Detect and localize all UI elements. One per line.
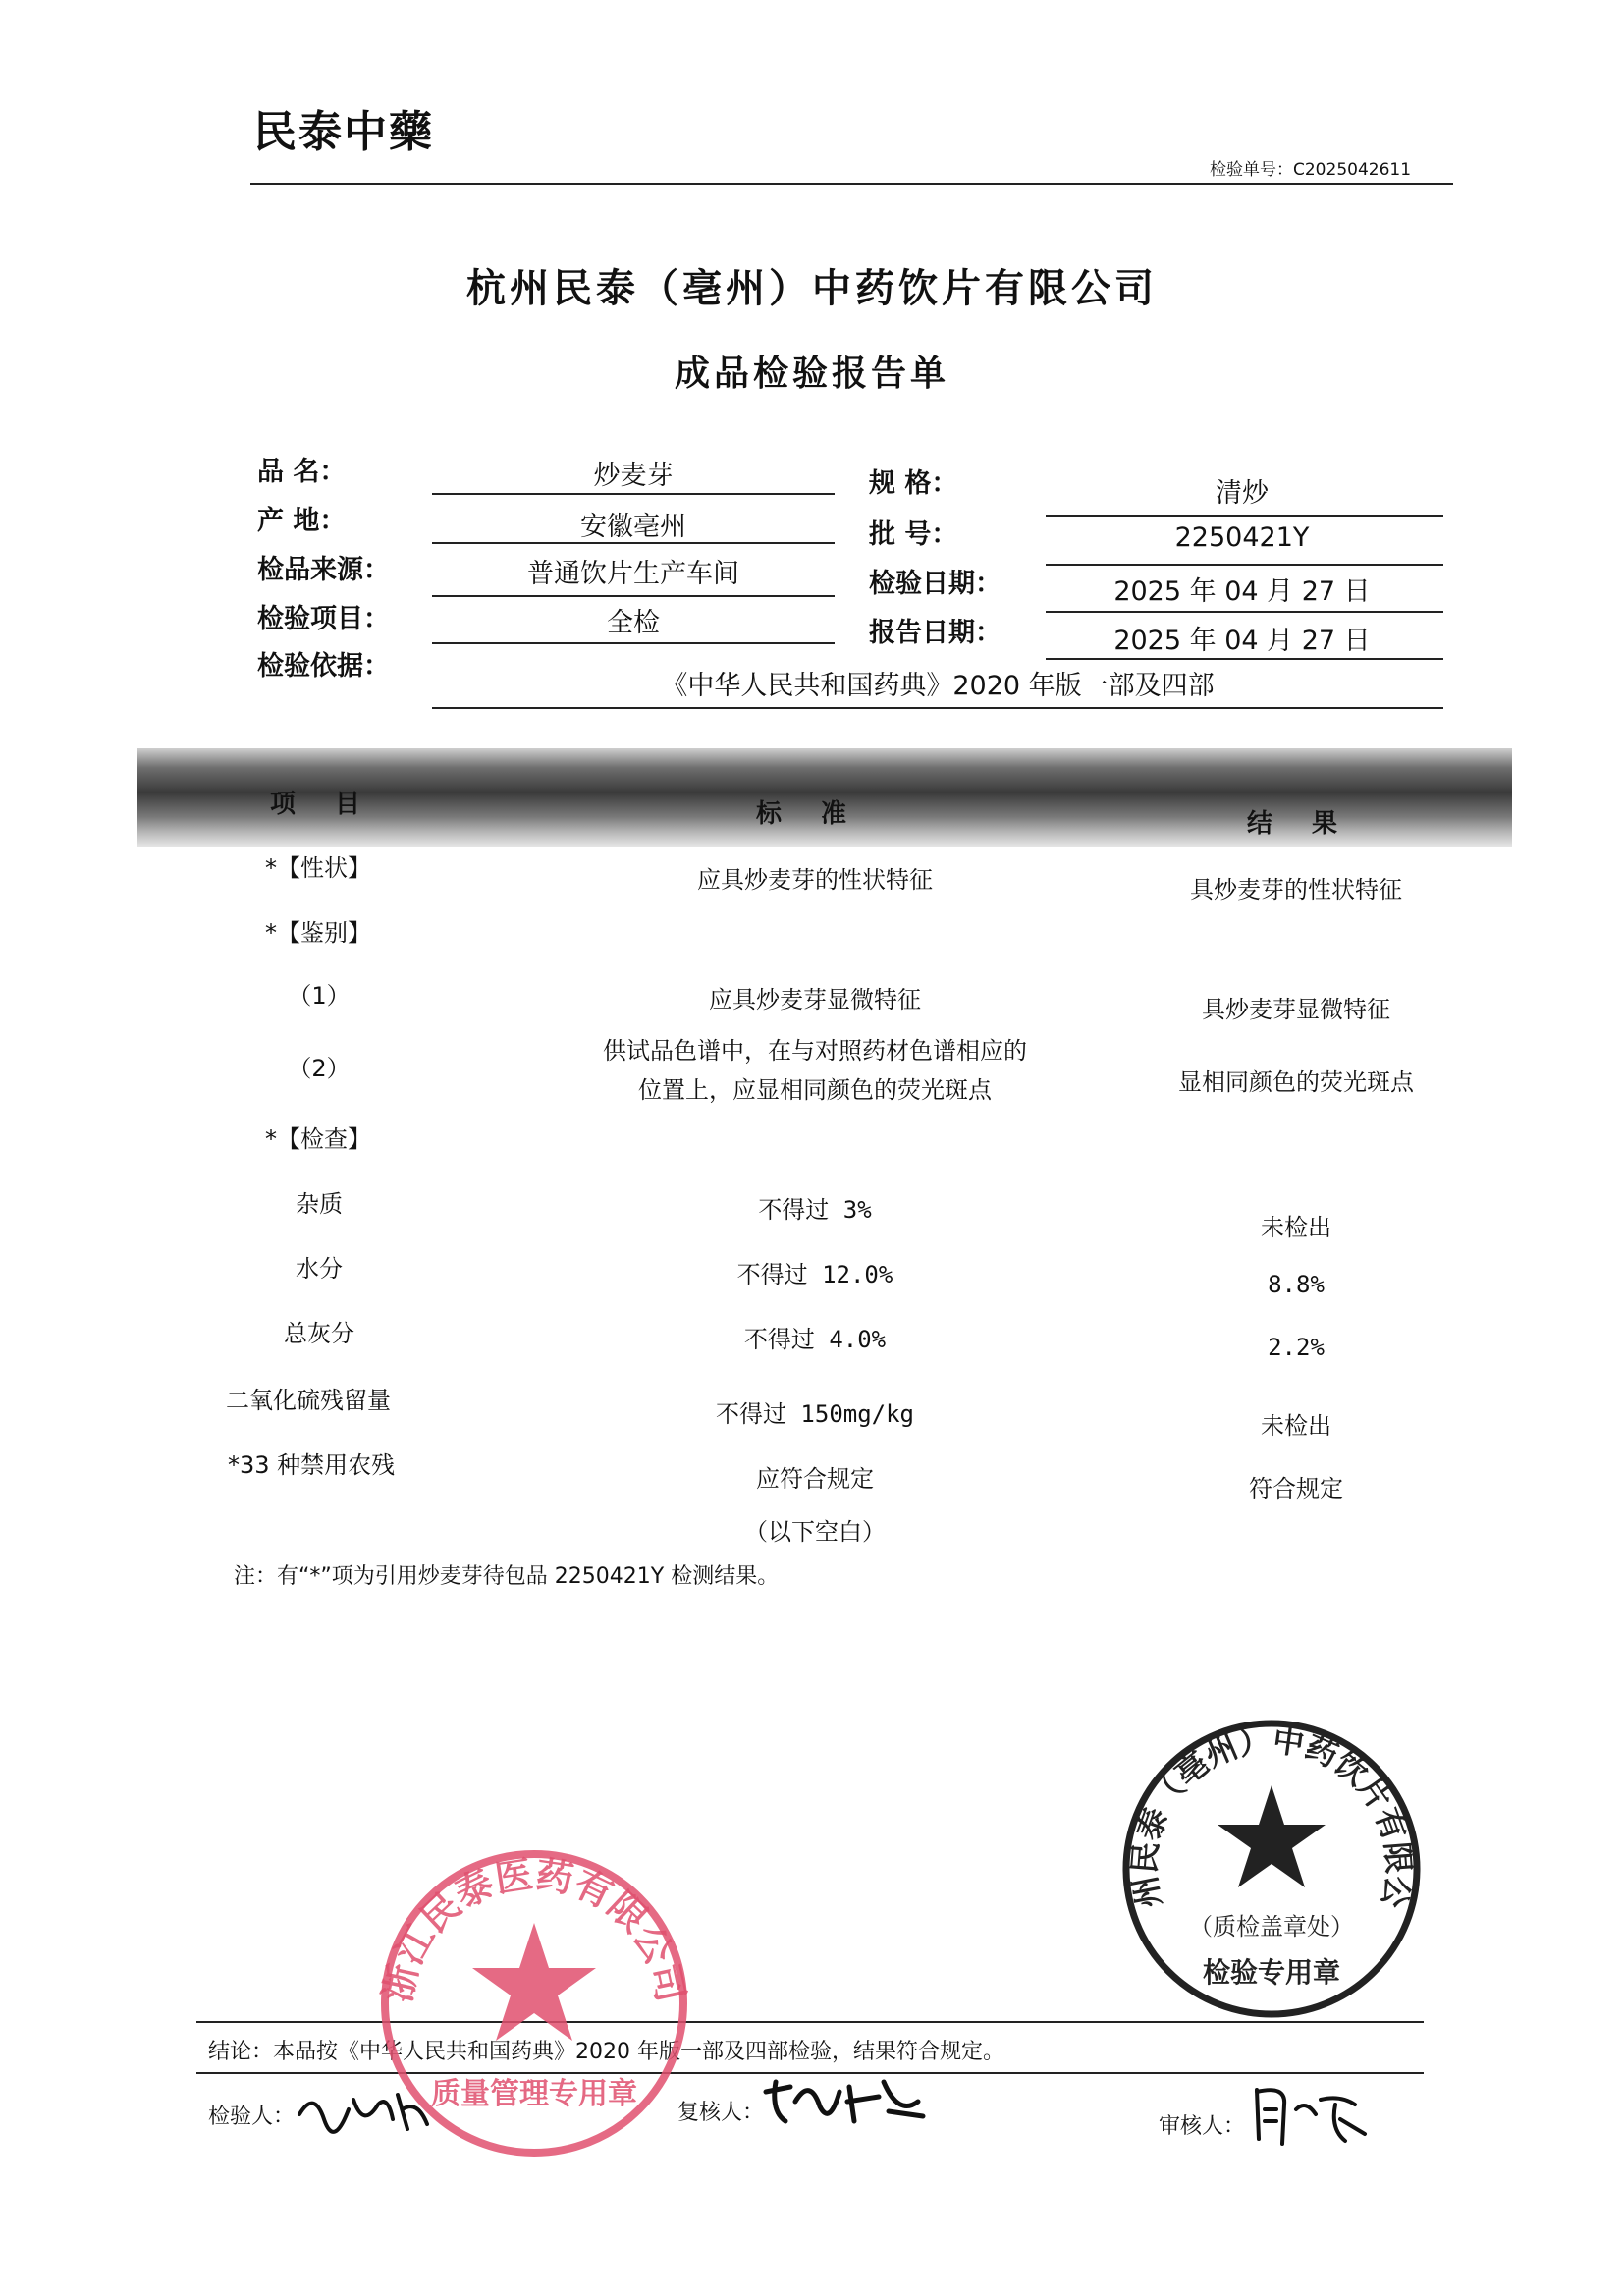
row-standard: 应符合规定	[756, 1465, 874, 1493]
row-item: 总灰分	[284, 1320, 354, 1347]
header-result: 结果	[1247, 809, 1378, 839]
product-name-label: 品 名：	[257, 457, 347, 487]
row-item: *【性状】	[265, 854, 371, 882]
conclusion-text: 结论：本品按《中华人民共和国药典》2020 年版一部及四部检验，结果符合规定。	[208, 2040, 1004, 2064]
report-date-value: 2025 年 04 月 27 日	[1113, 626, 1371, 656]
inspection-number	[1210, 155, 1411, 180]
row-result: 2.2%	[1268, 1334, 1325, 1361]
inspection-item-underline	[432, 642, 835, 644]
reviewer-signature	[761, 2072, 928, 2137]
batch-underline	[1046, 564, 1443, 566]
inspection-date-value: 2025 年 04 月 27 日	[1113, 576, 1371, 607]
inspection-item-label: 检验项目：	[257, 604, 390, 634]
quality-seal	[377, 1846, 691, 2160]
seal-black-center: （质检盖章处）	[1189, 1913, 1354, 1941]
basis-value: 《中华人民共和国药典》2020 年版一部及四部	[661, 671, 1215, 701]
spec-value: 清炒	[1216, 478, 1269, 509]
origin-underline	[432, 542, 835, 544]
basis-underline	[432, 707, 1443, 709]
row-result: 未检出	[1261, 1412, 1331, 1440]
basis-label: 检验依据：	[257, 651, 390, 682]
seal-red-arc-text: 浙江民泰医药有限公司	[377, 1851, 691, 2006]
row-item: （2）	[288, 1055, 351, 1082]
origin-value: 安徽亳州	[580, 512, 686, 542]
row-standard: 供试品色谱中，在与对照药材色谱相应的	[603, 1037, 1027, 1065]
inspection-seal	[1119, 1717, 1424, 2021]
reviewer-label: 复核人：	[677, 2101, 765, 2125]
inspector-label: 检验人：	[208, 2105, 296, 2129]
auditor-label: 审核人：	[1159, 2114, 1246, 2139]
row-result: 8.8%	[1268, 1271, 1325, 1298]
seal-black-arc-text: 州民泰（亳州）中药饮片有限公	[1125, 1721, 1418, 1911]
sample-source-value: 普通饮片生产车间	[527, 559, 739, 589]
auditor-signature	[1247, 2080, 1375, 2155]
row-result: 未检出	[1261, 1214, 1331, 1241]
row-item: *【检查】	[265, 1125, 371, 1153]
product-name-value: 炒麦芽	[593, 461, 674, 491]
row-item: 二氧化硫残留量	[226, 1387, 391, 1414]
document-title: 成品检验报告单	[674, 353, 949, 394]
seal-red-bottom: 质量管理专用章	[431, 2077, 637, 2111]
row-result: 具炒麦芽显微特征	[1202, 996, 1390, 1023]
batch-value: 2250421Y	[1174, 522, 1310, 553]
inspection-date-underline	[1046, 611, 1443, 613]
row-standard-line2: 位置上，应显相同颜色的荧光斑点	[638, 1076, 992, 1104]
report-date-underline	[1046, 658, 1443, 660]
spec-underline	[1046, 515, 1443, 517]
row-result: 具炒麦芽的性状特征	[1190, 876, 1402, 903]
inspection-item-value: 全检	[607, 608, 660, 638]
row-item: 水分	[296, 1255, 343, 1283]
row-standard: 应具炒麦芽显微特征	[709, 986, 921, 1013]
inspection-number-label: 检验单号：	[1210, 160, 1293, 180]
report-date-label: 报告日期：	[869, 618, 1001, 648]
row-result: 显相同颜色的荧光斑点	[1178, 1068, 1414, 1096]
header-item: 项目	[270, 790, 401, 819]
sample-source-label: 检品来源：	[257, 555, 390, 585]
inspection-number-value: C2025042611	[1293, 160, 1412, 180]
product-name-underline	[432, 493, 835, 495]
row-item: *33 种禁用农残	[228, 1451, 396, 1479]
row-standard: 不得过 4.0%	[743, 1326, 887, 1353]
company-name: 杭州民泰（亳州）中药饮片有限公司	[466, 265, 1158, 311]
row-item: 杂质	[296, 1190, 343, 1218]
sample-source-underline	[432, 595, 835, 597]
row-item: *【鉴别】	[265, 919, 371, 947]
row-standard: 不得过 150mg/kg	[715, 1400, 915, 1428]
seal-black-bottom: 检验专用章	[1202, 1956, 1341, 1989]
header-standard: 标准	[756, 799, 887, 829]
row-standard: 不得过 3%	[758, 1196, 872, 1224]
blank-note: （以下空白）	[744, 1518, 886, 1546]
row-result: 符合规定	[1249, 1475, 1343, 1503]
inspection-date-label: 检验日期：	[869, 569, 1001, 599]
spec-label: 规 格：	[869, 468, 958, 499]
row-standard: 不得过 12.0%	[736, 1261, 893, 1288]
header-divider	[250, 183, 1453, 185]
row-standard: 应具炒麦芽的性状特征	[697, 866, 933, 894]
row-item: （1）	[288, 982, 351, 1010]
batch-label: 批 号：	[869, 519, 958, 550]
company-logo: 民泰中藥	[253, 107, 434, 157]
origin-label: 产 地：	[257, 506, 347, 536]
footnote: 注：有“*”项为引用炒麦芽待包品 2250421Y 检测结果。	[234, 1564, 780, 1589]
